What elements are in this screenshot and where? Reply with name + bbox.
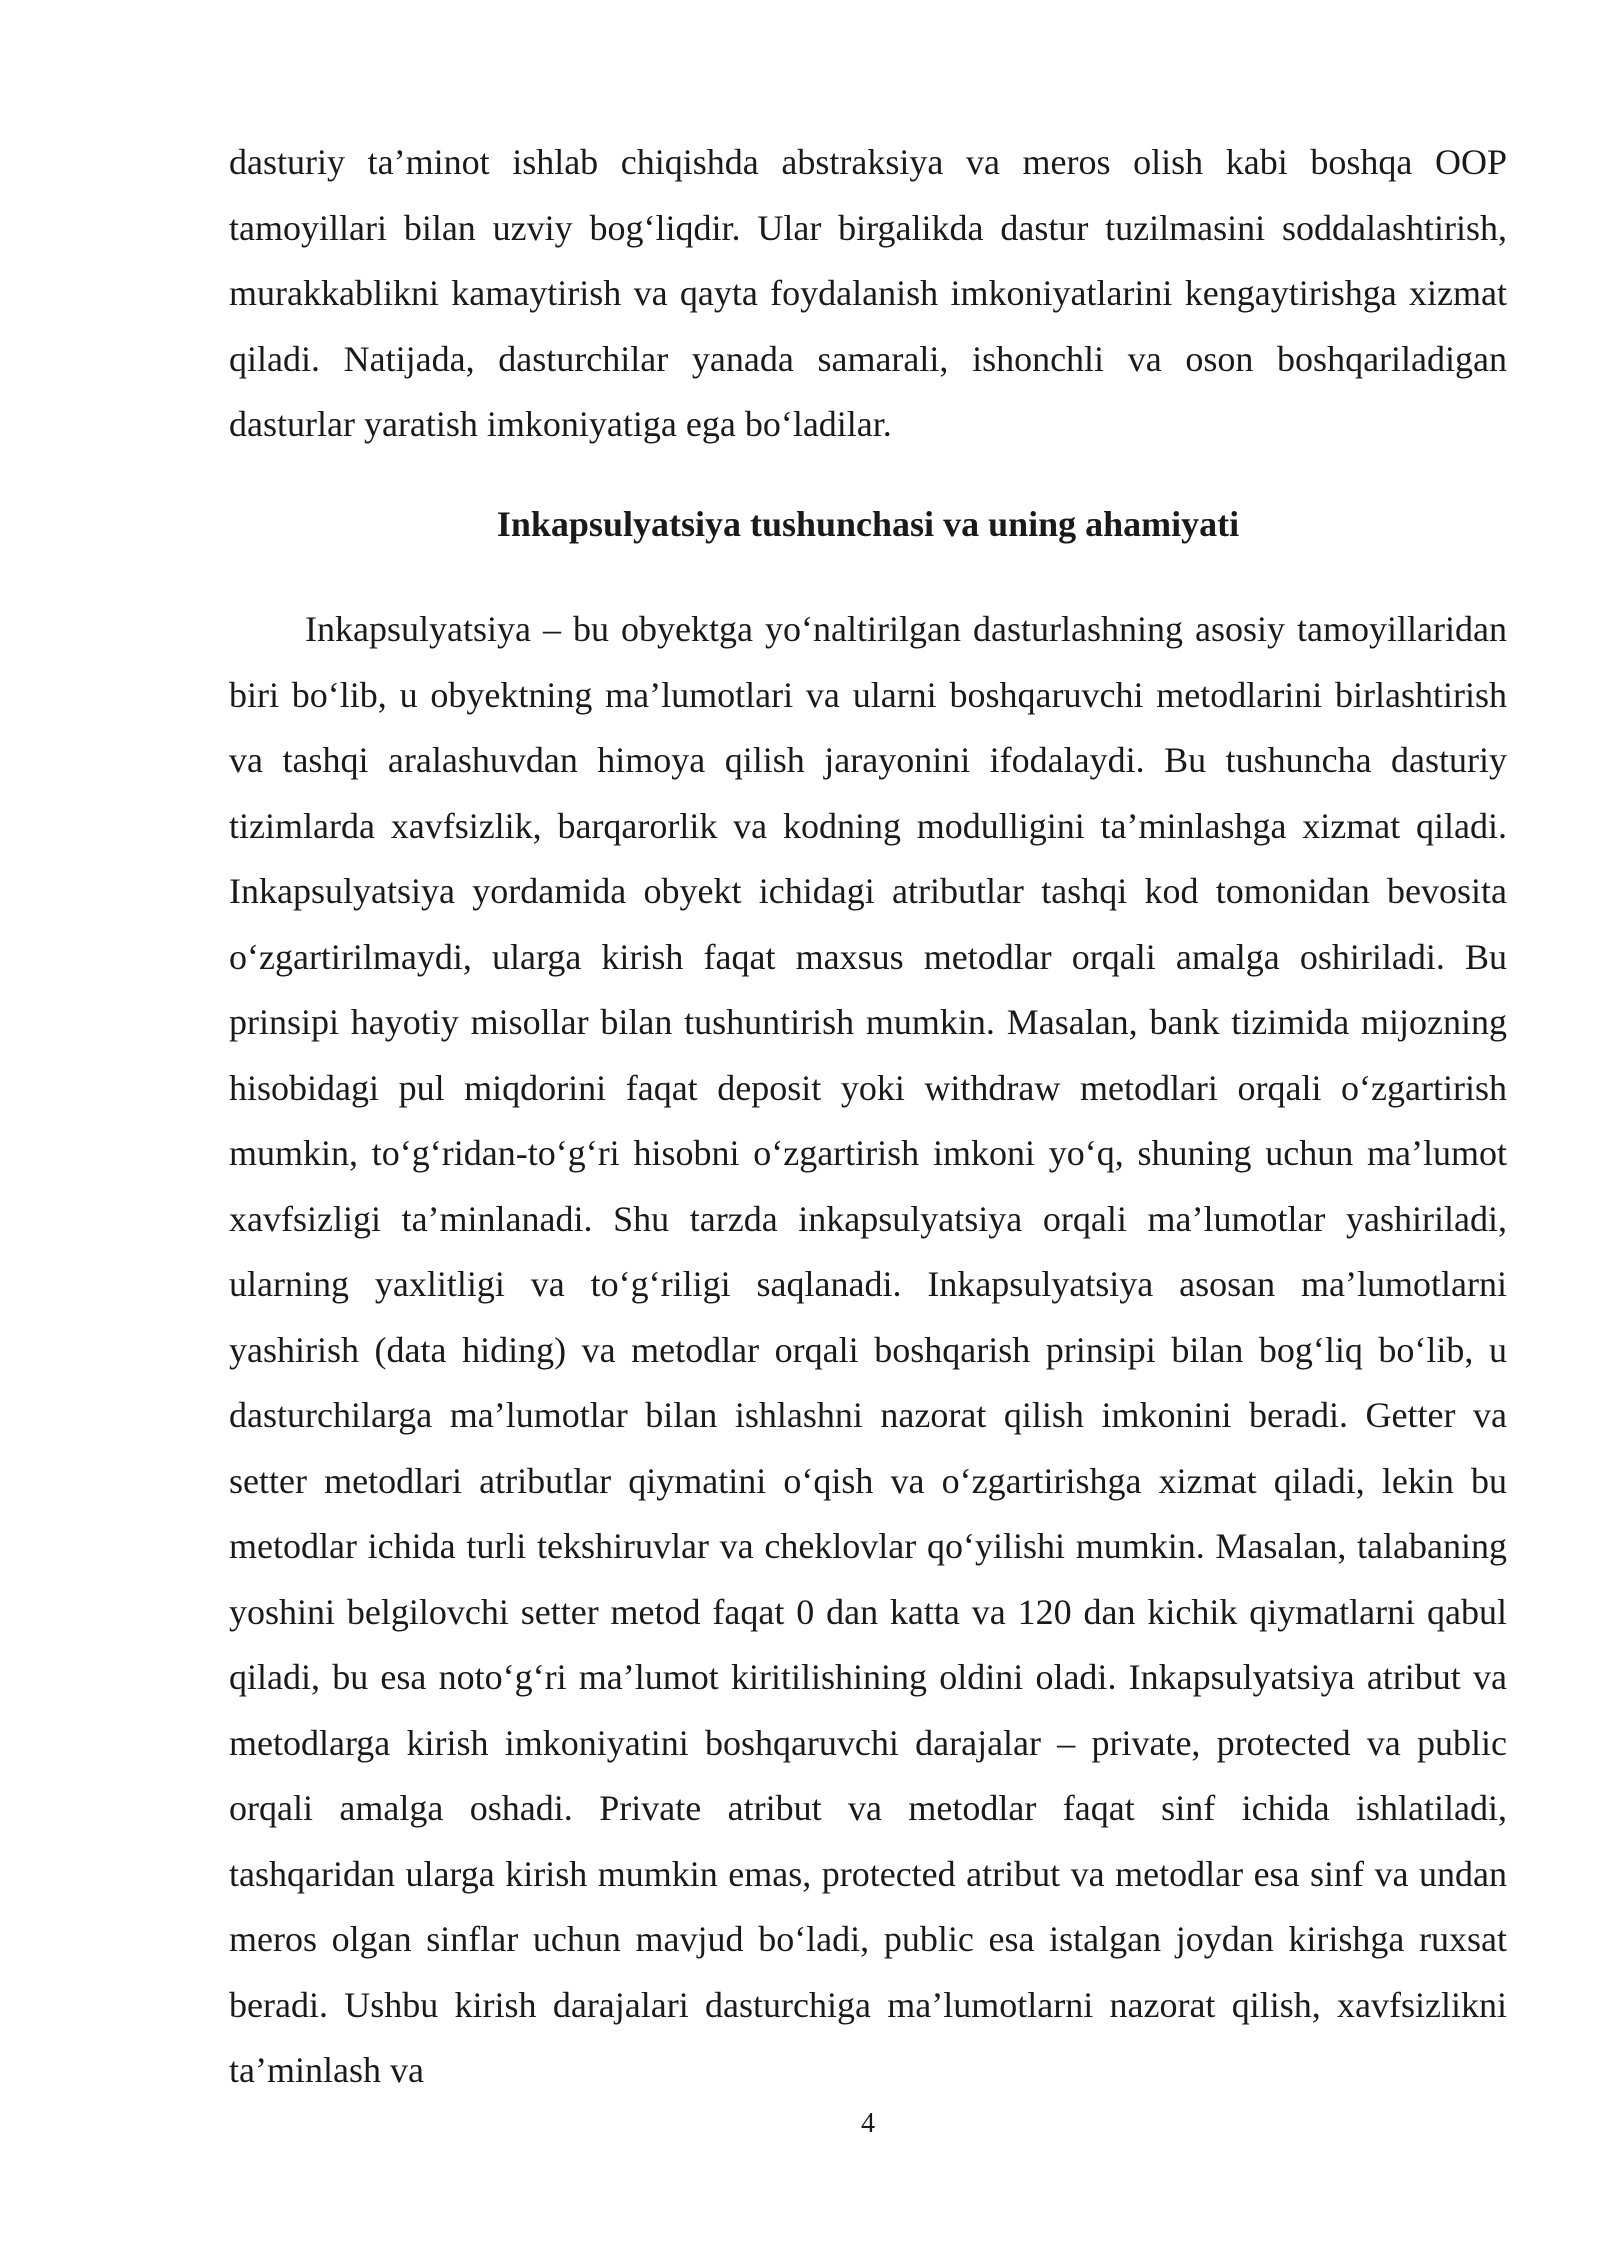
intro-paragraph: dasturiy ta’minot ishlab chiqishda abstraksiya va meros olish kabi boshqa OOP tamoyillari bilan uzviy bog‘liqdir. Ular birgalikda dastur tuzilmasini soddalashtirish, murakkablikni kamaytirish va qayta foydalanish imkoniyatlarini kengaytirishga xizmat qiladi. Natijada, dasturchilar yanada samarali, ishonchli va oson boshqariladigan dasturlar yaratish imkoniyatiga ega bo‘ladilar. (229, 142, 1507, 444)
body-paragraph: Inkapsulyatsiya – bu obyektga yo‘naltirilgan dasturlashning asosiy tamoyillaridan biri bo‘lib, u obyektning ma’lumotlari va ularni boshqaruvchi metodlarini birlashtirish va tashqi aralashuvdan himoya qilish jarayonini ifodalaydi. Bu tushuncha dasturiy tizimlarda xavfsizlik, barqarorlik va kodning modulligini ta’minlashga xizmat qiladi. Inkapsulyatsiya yordamida obyekt ichidagi atributlar tashqi kod tomonidan bevosita o‘zgartirilmaydi, ularga kirish faqat maxsus metodlar orqali amalga oshiriladi. Bu prinsipi hayotiy misollar bilan tushuntirish mumkin. Masalan, bank tizimida mijozning hisobidagi pul miqdorini faqat deposit yoki withdraw metodlari orqali o‘zgartirish mumkin, to‘g‘ridan-to‘g‘ri hisobni o‘zgartirish imkoni yo‘q, shuning uchun ma’lumot xavfsizligi ta’minlanadi. Shu tarzda inkapsulyatsiya orqali ma’lumotlar yashiriladi, ularning yaxlitligi va to‘g‘riligi saqlanadi. Inkapsulyatsiya asosan ma’lumotlarni yashirish (data hiding) va metodlar orqali boshqarish prinsipi bilan bog‘liq bo‘lib, u dasturchilarga ma’lumotlar bilan ishlashni nazorat qilish imkonini beradi. Getter va setter metodlari atributlar qiymatini o‘qish va o‘zgartirishga xizmat qiladi, lekin bu metodlar ichida turli tekshiruvlar va cheklovlar qo‘yilishi mumkin. Masalan, talabaning yoshini belgilovchi setter metod faqat 0 dan katta va 120 dan kichik qiymatlarni qabul qiladi, bu esa noto‘g‘ri ma’lumot kiritilishining oldini oladi. Inkapsulyatsiya atribut va metodlarga kirish imkoniyatini boshqaruvchi darajalar – private, protected va public orqali amalga oshadi. Private atribut va metodlar faqat sinf ichida ishlatiladi, tashqaridan ularga kirish mumkin emas, protected atribut va metodlar esa sinf va undan meros olgan sinflar uchun mavjud bo‘ladi, public esa istalgan joydan kirishga ruxsat beradi. Ushbu kirish darajalari dasturchiga ma’lumotlarni nazorat qilish, xavfsizlikni ta’minlash va (229, 609, 1507, 2090)
section-heading: Inkapsulyatsiya tushunchasi va uning ahamiyati (496, 504, 1240, 544)
page-number: 4 (861, 2108, 875, 2139)
